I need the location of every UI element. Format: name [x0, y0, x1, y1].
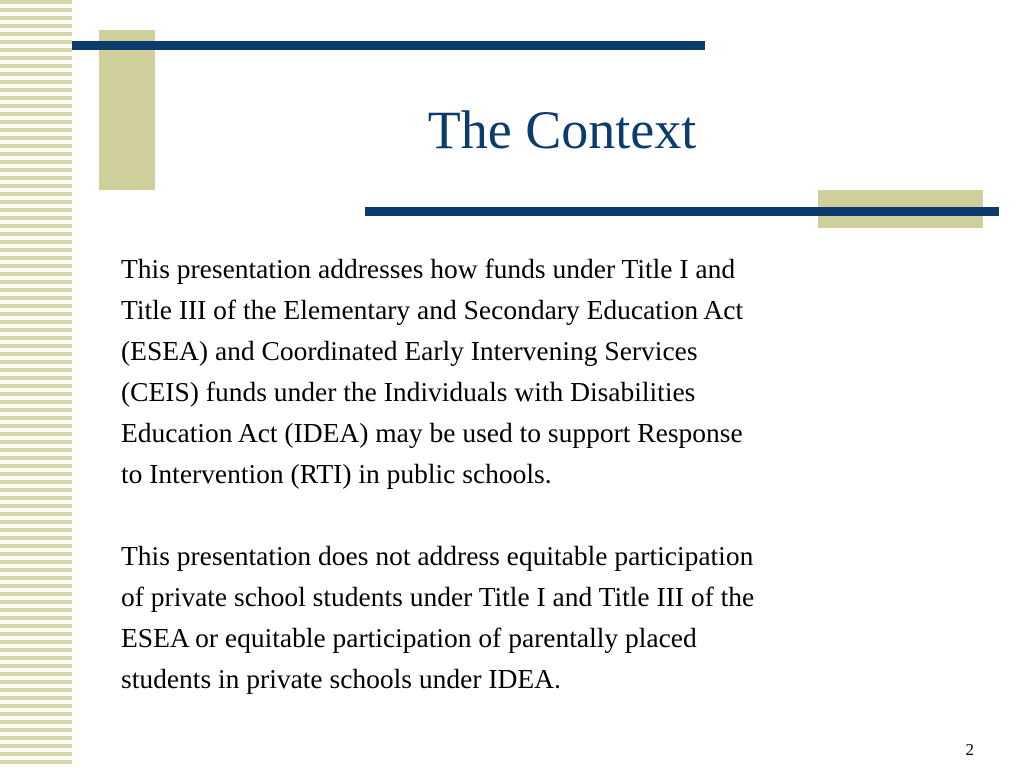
slide-body: [121, 248, 921, 699]
body-paragraph-2: This presentation does not address equitable participation of private school students under Title I and Title III of the ESEA or equitable participation of parentally placed students in private schools under IDEA.: [121, 540, 755, 694]
slide-title: The Context: [427, 100, 697, 160]
top-accent-line: [72, 41, 705, 50]
page-number: 2: [965, 740, 974, 759]
title-underline: [365, 207, 999, 216]
top-left-accent-block: [99, 30, 155, 190]
left-stripe-decoration: [0, 0, 72, 768]
body-paragraph-1: This presentation addresses how funds under Title I and Title III of the Elementary and Secondary Education Act (ESEA) and Coordinated Early Intervening Services (CEIS) funds under the Individuals with Disabilities Education Act (IDEA) may be used to support Response to Intervention (RTI) in public schools.: [121, 253, 744, 489]
